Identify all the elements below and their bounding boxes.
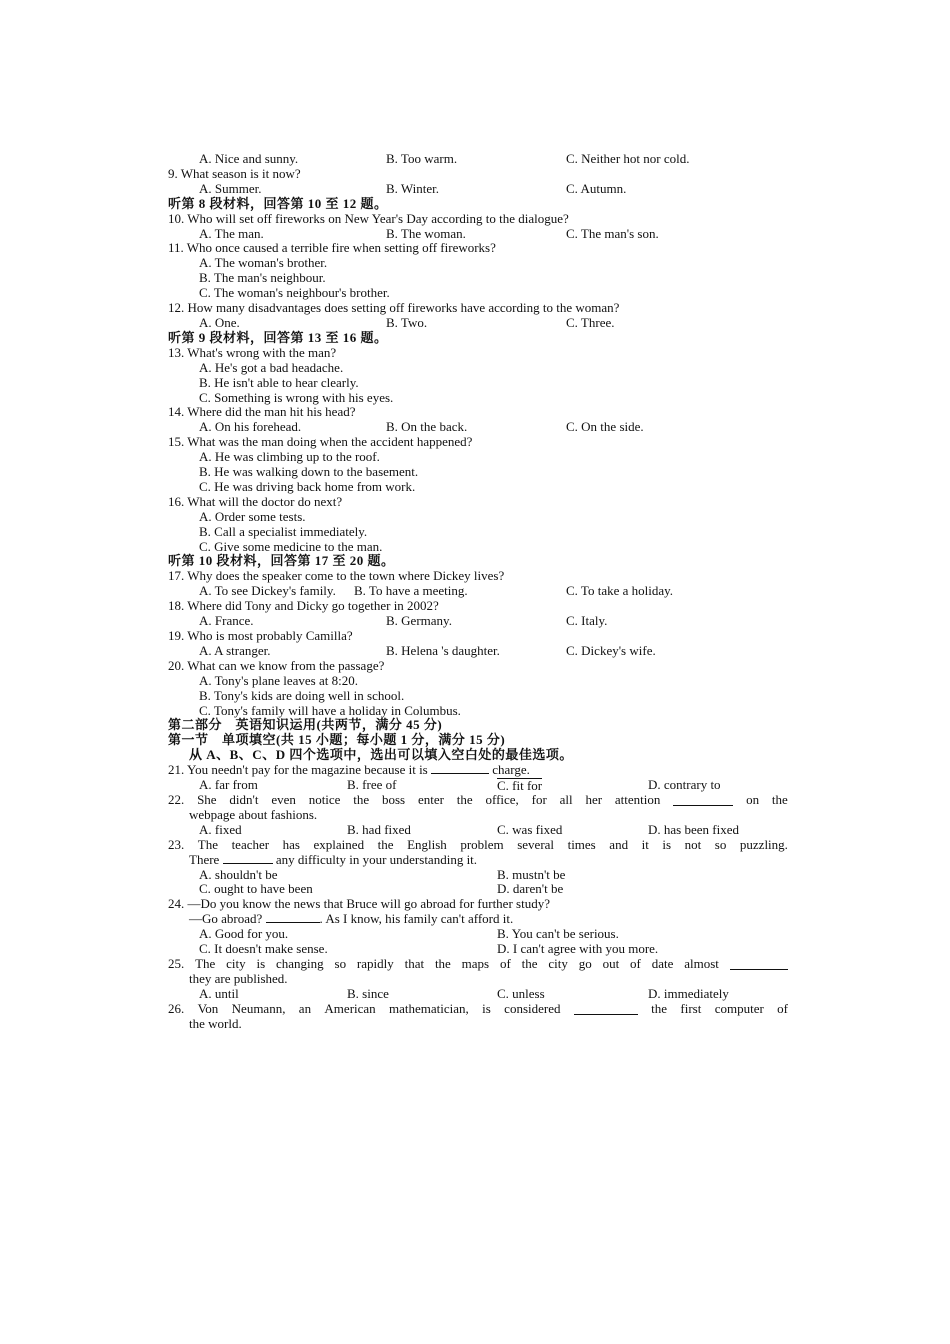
- stem-word: the: [434, 955, 451, 971]
- stem-word: the: [377, 836, 394, 852]
- question-13: 13. What's wrong with the man?: [168, 344, 337, 360]
- option-a: A. On his forehead.: [199, 419, 302, 435]
- option-d: D. I can't agree with you more.: [497, 941, 659, 957]
- q17-options: [168, 584, 788, 599]
- stem-word: has: [282, 836, 300, 852]
- option-c: C. Autumn.: [566, 180, 627, 196]
- stem-word: considered: [504, 1000, 561, 1016]
- q23-options-row2: [168, 882, 788, 897]
- option-c: C. unless: [497, 985, 545, 1001]
- question-22: [168, 793, 788, 808]
- stem-word: rapidly: [356, 955, 394, 971]
- q20-option-a: A. Tony's plane leaves at 8:20.: [199, 672, 358, 688]
- option-c: C. To take a holiday.: [566, 583, 674, 599]
- stem-word: so: [334, 955, 347, 971]
- q25-options: [168, 987, 788, 1002]
- stem-word: boss: [382, 791, 406, 807]
- stem-word: even: [271, 791, 296, 807]
- stem-word: 25.: [168, 955, 185, 971]
- option-a: A. To see Dickey's family.: [199, 583, 336, 599]
- option-a: A. Nice and sunny.: [199, 151, 299, 166]
- q11-option-c: C. The woman's neighbour's brother.: [199, 285, 390, 301]
- stem-word: so: [714, 836, 727, 852]
- option-c: C. It doesn't make sense.: [199, 941, 328, 957]
- q16-option-c: C. Give some medicine to the man.: [199, 538, 383, 554]
- option-c: C. On the side.: [566, 419, 644, 435]
- question-18: 18. Where did Tony and Dicky go together in 2002?: [168, 598, 439, 614]
- q23-stem-cont: [168, 853, 788, 868]
- q23-stem: [168, 838, 788, 853]
- part-two-title: 第二部分 英语知识运用(共两节，满分 45 分): [168, 717, 443, 733]
- option-a: A. One.: [199, 314, 240, 330]
- stem-word: changing: [276, 955, 324, 971]
- q24-stem-pre: —Go abroad?: [189, 911, 263, 927]
- answer-blank: [223, 863, 273, 864]
- q10-options: [168, 227, 788, 242]
- stem-word: is: [662, 836, 672, 852]
- q9-options: [168, 182, 788, 197]
- q15-option-b: B. He was walking down to the basement.: [199, 464, 419, 480]
- stem-word: teacher: [231, 836, 270, 852]
- question-21: [168, 763, 788, 778]
- stem-word: the: [651, 1000, 668, 1016]
- stem-word: it: [641, 836, 649, 852]
- stem-word: Neumann,: [231, 1000, 286, 1016]
- question-9: 9. What season is it now?: [168, 165, 301, 181]
- q20-option-c: C. Tony's family will have a holiday in Columbus.: [199, 702, 461, 718]
- q12-options: [168, 316, 788, 331]
- stem-word: all: [559, 791, 573, 807]
- option-a: A. France.: [199, 613, 254, 629]
- q26-stem-cont: the world.: [189, 1015, 242, 1031]
- option-c: C. Dickey's wife.: [566, 642, 656, 658]
- question-20: 20. What can we know from the passage?: [168, 657, 385, 673]
- question-10: 10. Who will set off fireworks on New Year's Day according to the dialogue?: [168, 210, 569, 226]
- q24-options-row2: [168, 942, 788, 957]
- stem-word: the: [771, 791, 788, 807]
- question-25: [168, 957, 788, 972]
- stem-word: 26.: [168, 1000, 185, 1016]
- stem-word: 23.: [168, 836, 185, 852]
- option-b: B. On the back.: [386, 419, 468, 435]
- stem-word: of: [777, 1000, 788, 1016]
- option-b: B. free of: [347, 777, 397, 793]
- stem-word: puzzling.: [739, 836, 788, 852]
- stem-word: 22.: [168, 791, 185, 807]
- q18-options: [168, 614, 788, 629]
- q16-option-b: B. Call a specialist immediately.: [199, 523, 368, 539]
- question-11: 11. Who once caused a terrible fire when setting off fireworks?: [168, 240, 496, 256]
- stem-word: explained: [313, 836, 365, 852]
- q21-options: [168, 778, 788, 793]
- option-c: C. Neither hot nor cold.: [566, 151, 690, 166]
- answer-blank: [730, 957, 788, 970]
- q22-options: [168, 823, 788, 838]
- question-16: 16. What will the doctor do next?: [168, 493, 343, 509]
- option-c: C. fit for: [497, 778, 543, 794]
- option-d: D. daren't be: [497, 881, 564, 897]
- answer-blank: [431, 773, 489, 774]
- q23-stem-post: any difficulty in your understanding it.: [275, 851, 478, 867]
- stem-word: several: [517, 836, 555, 852]
- stem-word: Von: [197, 1000, 219, 1016]
- option-b: B. since: [347, 985, 389, 1001]
- question-23: [168, 838, 788, 853]
- answer-blank: [266, 922, 320, 923]
- q25-stem-cont: they are published.: [189, 970, 288, 986]
- stem-word: and: [609, 836, 629, 852]
- q14-options: [168, 420, 788, 435]
- q8-options: [168, 152, 788, 167]
- stem-word: her: [585, 791, 603, 807]
- stem-word: not: [684, 836, 702, 852]
- stem-word: of: [499, 955, 511, 971]
- stem-word: that: [404, 955, 425, 971]
- option-b: B. had fixed: [347, 821, 411, 837]
- q13-option-c: C. Something is wrong with his eyes.: [199, 389, 394, 405]
- stem-word: city: [548, 955, 568, 971]
- q24-stem-post: . As I know, his family can't afford it.: [319, 911, 514, 927]
- q21-stem-end: charge.: [492, 762, 530, 778]
- q24-stem-cont: [168, 912, 788, 927]
- question-15: 15. What was the man doing when the accident happened?: [168, 434, 473, 450]
- q13-option-a: A. He's got a bad headache.: [199, 359, 344, 375]
- stem-word: The: [197, 836, 219, 852]
- option-b: B. mustn't be: [497, 866, 566, 882]
- option-b: B. Two.: [386, 314, 428, 330]
- option-c: C. Three.: [566, 314, 615, 330]
- stem-word: city: [226, 955, 246, 971]
- stem-word: of: [630, 955, 641, 971]
- section-instructions: 从 A、B、C、D 四个选项中，选出可以填入空白处的最佳选项。: [189, 747, 573, 763]
- q11-option-a: A. The woman's brother.: [199, 255, 328, 271]
- stem-word: the: [353, 791, 370, 807]
- stem-word: for: [531, 791, 547, 807]
- stem-word: notice: [308, 791, 341, 807]
- q23-stem-pre: There: [189, 851, 220, 867]
- question-12: 12. How many disadvantages does setting off fireworks have according to the woman?: [168, 300, 620, 316]
- q16-option-a: A. Order some tests.: [199, 508, 306, 524]
- stem-word: office,: [485, 791, 519, 807]
- option-c: C. Italy.: [566, 613, 608, 629]
- stem-word: computer: [714, 1000, 764, 1016]
- stem-word: on: [746, 791, 760, 807]
- q13-option-b: B. He isn't able to hear clearly.: [199, 374, 359, 390]
- q22-stem-cont: webpage about fashions.: [189, 806, 318, 822]
- option-c: C. was fixed: [497, 821, 563, 837]
- stem-word: first: [680, 1000, 702, 1016]
- stem-word: go: [578, 955, 592, 971]
- q23-options-row1: [168, 868, 788, 883]
- option-a: A. The man.: [199, 225, 264, 241]
- q26-stem: [168, 1002, 788, 1017]
- option-b: B. The woman.: [386, 225, 466, 241]
- section-one-title: 第一节 单项填空(共 15 小题；每小题 1 分，满分 15 分): [168, 732, 506, 748]
- option-a: A. fixed: [199, 821, 242, 837]
- section-header-8: 听第 8 段材料，回答第 10 至 12 题。: [168, 195, 388, 211]
- stem-word: She: [197, 791, 217, 807]
- option-b: B. Too warm.: [386, 151, 458, 166]
- stem-word: the: [456, 791, 473, 807]
- q19-options: [168, 644, 788, 659]
- option-b: B. Winter.: [386, 180, 440, 196]
- answer-blank: [574, 1002, 638, 1015]
- option-d: D. immediately: [648, 985, 729, 1001]
- q15-option-c: C. He was driving back home from work.: [199, 478, 416, 494]
- option-b: B. Helena 's daughter.: [386, 642, 500, 658]
- stem-word: problem: [460, 836, 504, 852]
- stem-word: is: [256, 955, 266, 971]
- option-c: C. The man's son.: [566, 225, 659, 241]
- stem-word: the: [521, 955, 538, 971]
- answer-blank: [673, 793, 733, 806]
- option-b: B. You can't be serious.: [497, 926, 619, 942]
- stem-word: almost: [684, 955, 719, 971]
- option-b: B. To have a meeting.: [354, 583, 468, 599]
- stem-word: didn't: [229, 791, 259, 807]
- stem-word: enter: [417, 791, 444, 807]
- question-26: [168, 1002, 788, 1017]
- section-header-10: 听第 10 段材料，回答第 17 至 20 题。: [168, 553, 395, 569]
- stem-word: times: [567, 836, 596, 852]
- stem-word: The: [195, 955, 216, 971]
- stem-word: maps: [461, 955, 490, 971]
- option-a: A. far from: [199, 777, 258, 793]
- stem-word: an: [298, 1000, 312, 1016]
- option-a: A. until: [199, 985, 239, 1001]
- option-a: A. Summer.: [199, 180, 262, 196]
- q24-options-row1: [168, 927, 788, 942]
- q15-option-a: A. He was climbing up to the roof.: [199, 449, 380, 465]
- q11-option-b: B. The man's neighbour.: [199, 270, 326, 286]
- q22-stem: [168, 793, 788, 808]
- option-a: A. shouldn't be: [199, 866, 278, 882]
- option-d: D. has been fixed: [648, 821, 739, 837]
- question-17: 17. Why does the speaker come to the town where Dickey lives?: [168, 568, 505, 584]
- option-a: A. A stranger.: [199, 642, 271, 658]
- stem-word: is: [482, 1000, 491, 1016]
- option-c: C. ought to have been: [199, 881, 313, 897]
- q25-stem: [168, 957, 788, 972]
- section-header-9: 听第 9 段材料，回答第 13 至 16 题。: [168, 329, 388, 345]
- question-19: 19. Who is most probably Camilla?: [168, 628, 353, 643]
- option-a: A. Good for you.: [199, 926, 289, 942]
- q21-stem: 21. You needn't pay for the magazine because it is: [168, 762, 428, 778]
- stem-word: date: [651, 955, 674, 971]
- stem-word: out: [602, 955, 620, 971]
- stem-word: American: [324, 1000, 376, 1016]
- stem-word: English: [407, 836, 447, 852]
- question-14: 14. Where did the man hit his head?: [168, 404, 356, 420]
- q20-option-b: B. Tony's kids are doing well in school.: [199, 687, 405, 703]
- stem-word: attention: [614, 791, 661, 807]
- option-b: B. Germany.: [386, 613, 452, 629]
- option-d: D. contrary to: [648, 777, 721, 793]
- stem-word: mathematician,: [389, 1000, 469, 1016]
- exam-page: [168, 152, 788, 1031]
- question-24: 24. —Do you know the news that Bruce will go abroad for further study?: [168, 896, 550, 912]
